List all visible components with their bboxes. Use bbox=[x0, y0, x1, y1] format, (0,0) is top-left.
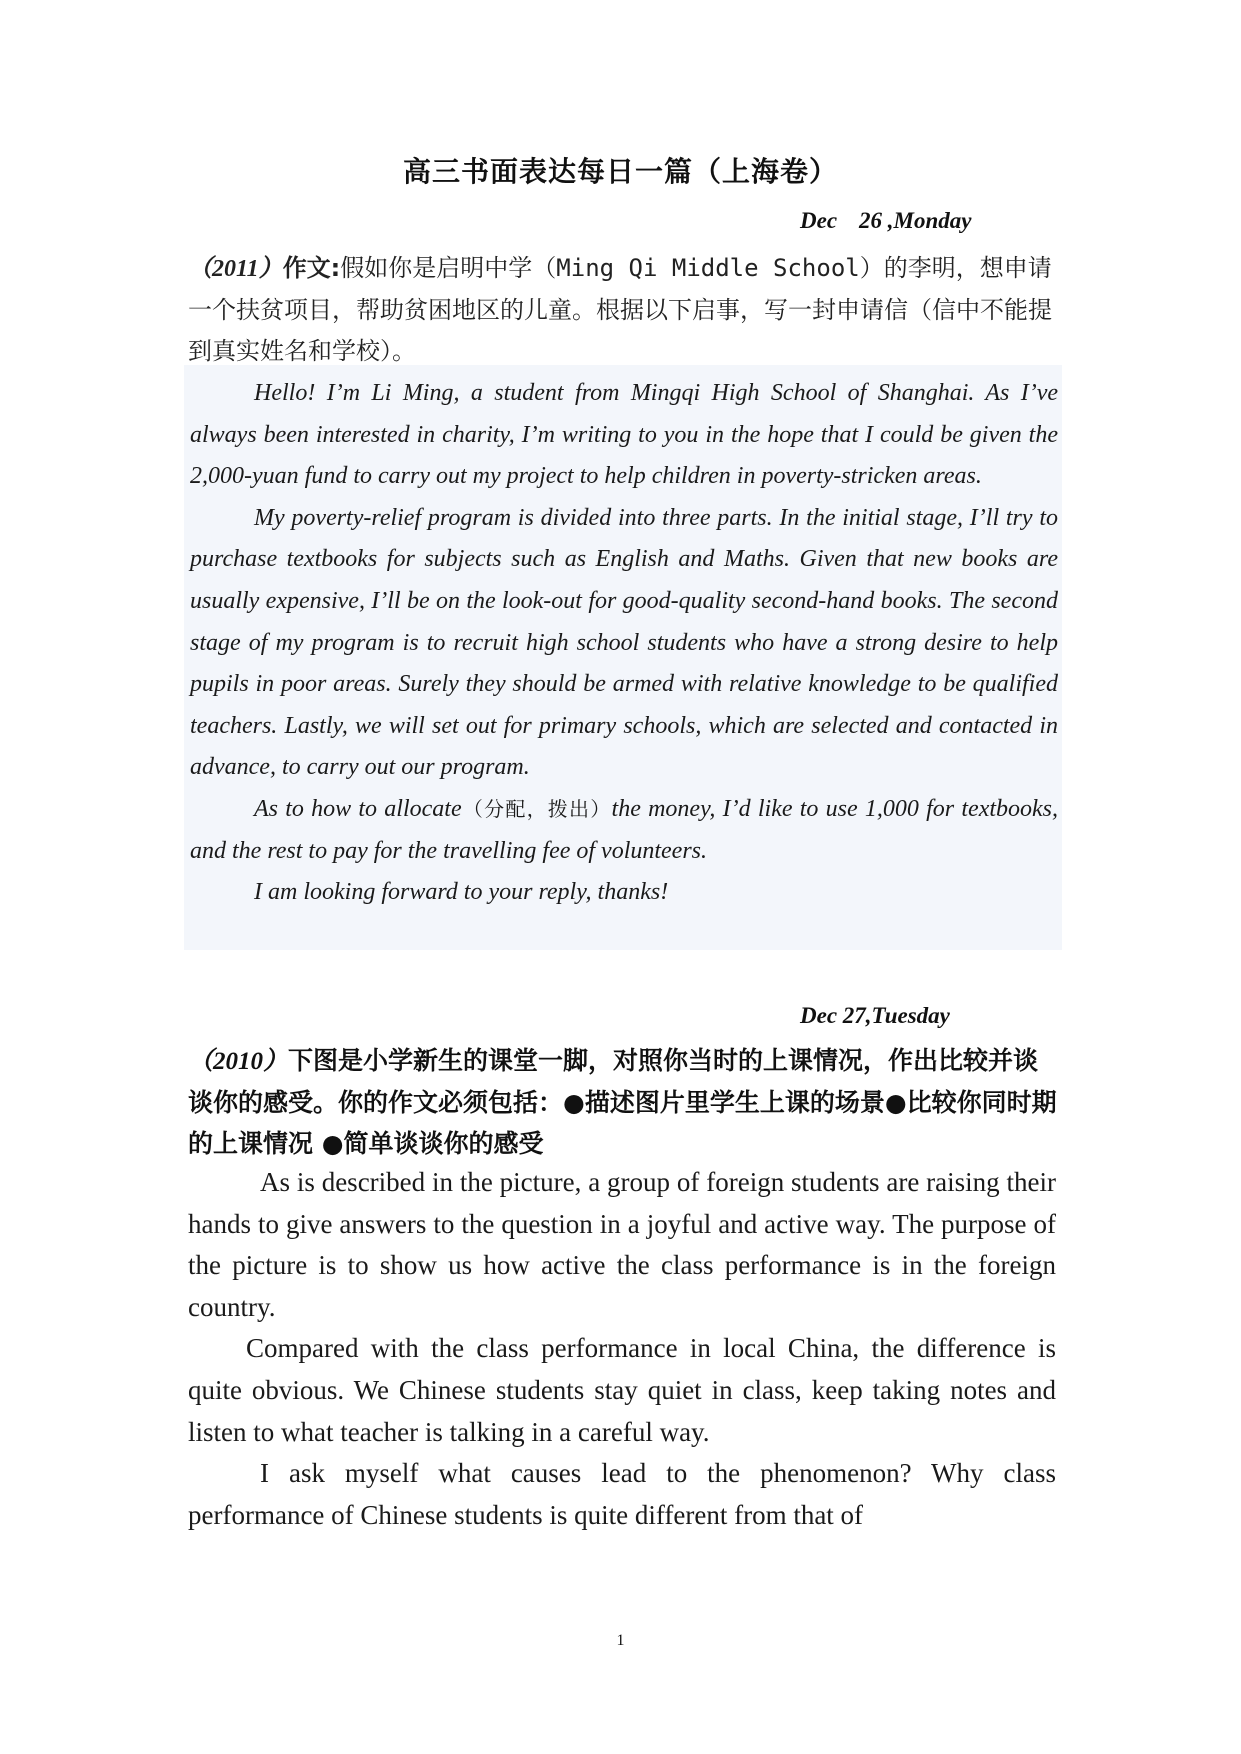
entry1-p3-before: As to how to allocate bbox=[254, 795, 462, 822]
entry1-task-year: （2011） bbox=[188, 256, 283, 282]
entry1-task-prompt bbox=[188, 248, 1058, 372]
entry1-essay bbox=[184, 365, 1062, 950]
entry1-task-text: 假如你是启明中学（Ming Qi Middle School）的李明，想申请一个扶贫项目，帮助贫困地区的儿童。根据以下启事，写一封申请信（信中不能提到真实姓名和学校）。 bbox=[188, 254, 1052, 365]
entry1-paragraph: Hello! I’m Li Ming, a student from Mingqi High School of Shanghai. As I’ve always been interested in charity, I’m writing to you in the hope that I could be given the 2,000-yuan fund to carry out my project to help children in poverty-stricken areas. bbox=[190, 380, 1058, 490]
entry1-paragraph: My poverty-relief program is divided into three parts. In the initial stage, I’ll try to purchase textbooks for subjects such as English and Maths. Given that new books are usually expensive, I’ll be on the look-out for good-quality second-hand books. The second stage of my program is to recruit high school students who have a strong desire to help pupils in poor areas. Surely they should be armed with relative knowledge to be qualified teachers. Lastly, we will set out for primary schools, which are selected and contacted in advance, to carry out our program. bbox=[190, 504, 1058, 781]
entry2-paragraph: I ask myself what causes lead to the phenomenon? Why class performance of Chinese students is quite different from that of bbox=[188, 1458, 1056, 1530]
entry2-essay bbox=[188, 1162, 1056, 1536]
page-number: 1 bbox=[616, 1632, 625, 1649]
entry1-closing: I am looking forward to your reply, thanks! bbox=[254, 879, 669, 906]
entry2-task-year: （2010） bbox=[188, 1048, 289, 1075]
entry2-task-text: 下图是小学新生的课堂一脚，对照你当时的上课情况，作出比较并谈谈你的感受。你的作文必须包括：●描述图片里学生上课的场景●比较你同时期的上课情况 ●简单谈谈你的感受 bbox=[188, 1046, 1057, 1158]
page-title: 高三书面表达每日一篇（上海卷） bbox=[402, 155, 838, 188]
entry1-date-month: Dec bbox=[800, 208, 838, 233]
entry2-task-prompt bbox=[188, 1040, 1058, 1164]
entry1-paragraph bbox=[190, 789, 1058, 872]
entry2-date: Dec 27,Tuesday bbox=[800, 1003, 950, 1028]
entry1-date-day: 26 ,Monday bbox=[859, 208, 972, 233]
entry1-task-label: 作文: bbox=[282, 254, 341, 282]
entry1-p3-cn: （分配，拨出） bbox=[461, 796, 612, 821]
entry2-paragraph: As is described in the picture, a group of foreign students are raising their hands to give answers to the question in a joyful and active way. The purpose of the picture is to show us how active the class performance is in the foreign country. bbox=[188, 1167, 1056, 1322]
entry1-p3-after: the money, I’d like to use 1,000 for textbooks, and the rest to pay for the travelling fee of volunteers. bbox=[190, 795, 1059, 864]
entry2-paragraph: Compared with the class performance in local China, the difference is quite obvious. We Chinese students stay quiet in class, keep taking notes and listen to what teacher is talking in a careful way. bbox=[188, 1333, 1056, 1447]
entry1-date bbox=[800, 208, 971, 234]
